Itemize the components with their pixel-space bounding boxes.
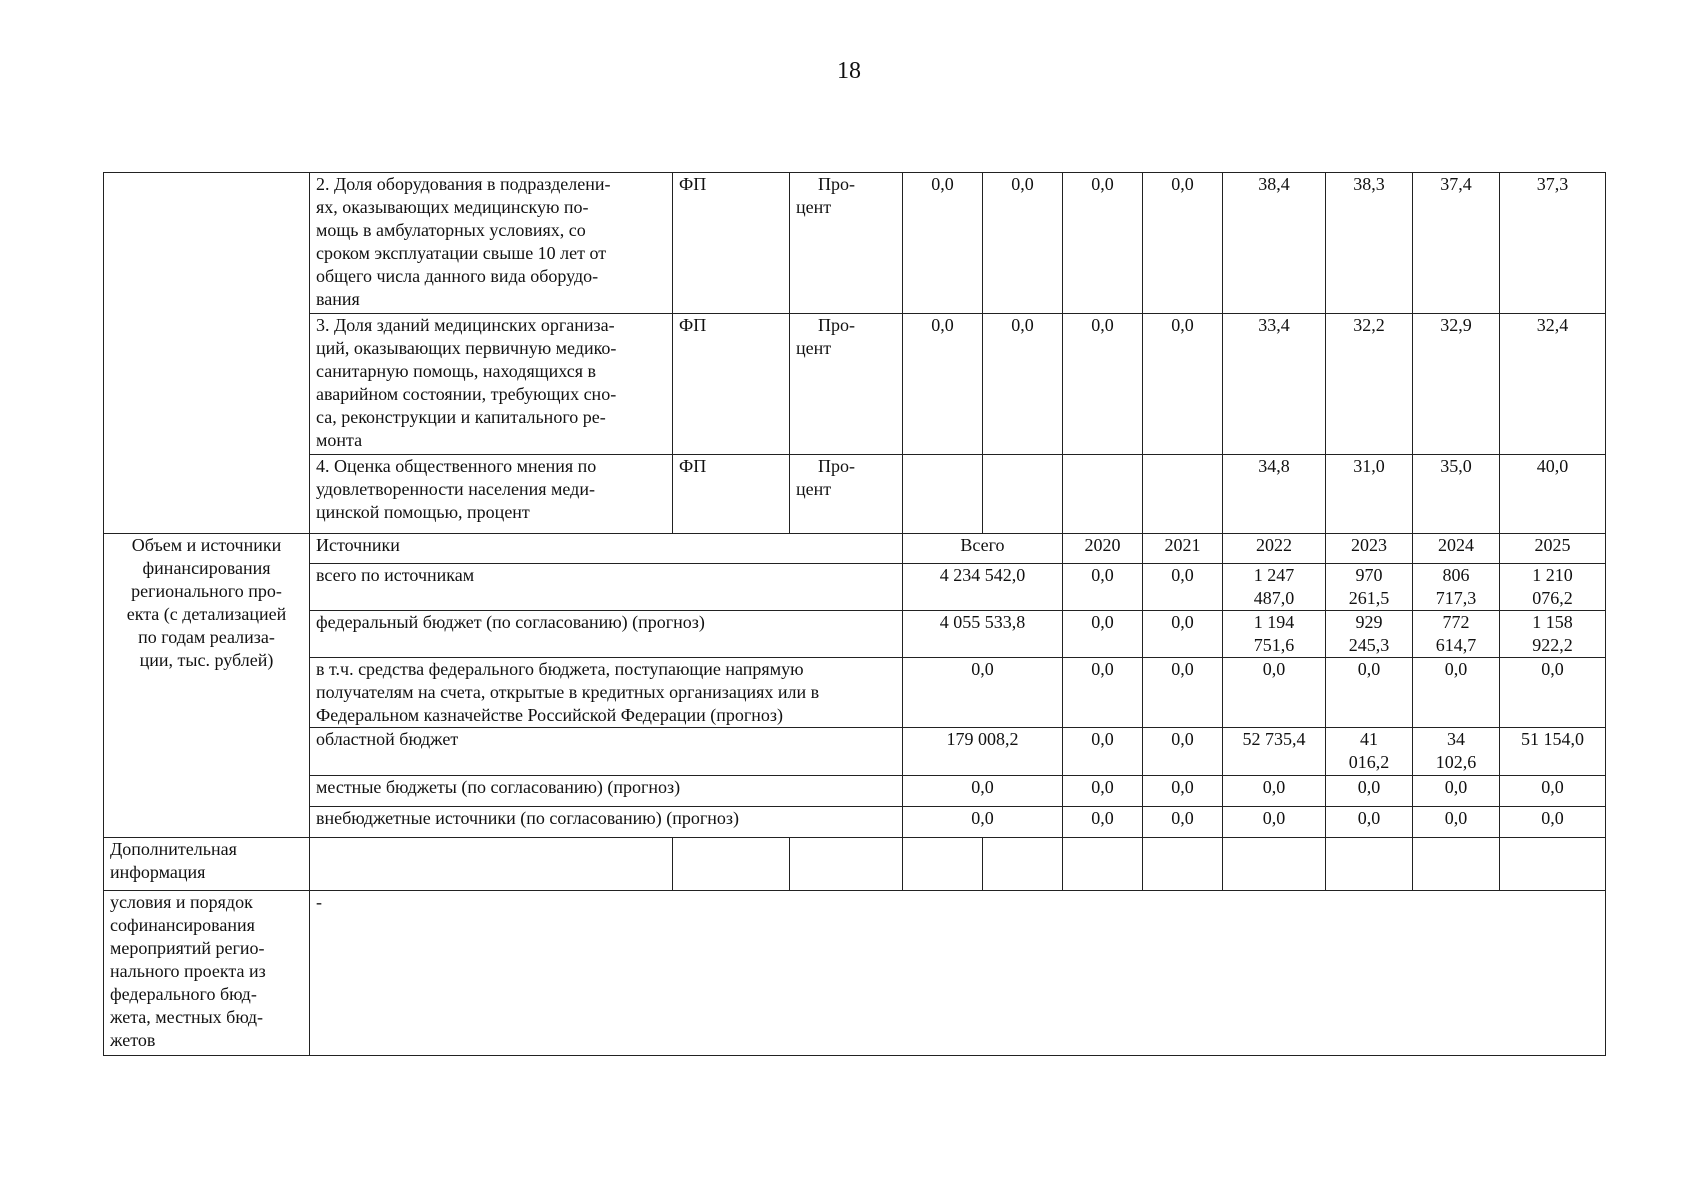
financing-value-line: 41: [1360, 729, 1378, 749]
unit-line: Про-: [818, 456, 855, 476]
additional-info-empty-cell: [983, 838, 1063, 891]
financing-source: [310, 776, 903, 807]
indicator-row: [104, 455, 1606, 534]
financing-value-line: 717,3: [1435, 588, 1477, 608]
indicator-value: [903, 455, 983, 534]
financing-year-value: [1143, 728, 1223, 776]
financing-header-row: [104, 534, 1606, 564]
financing-label-line: финансирования: [142, 558, 271, 578]
indicator-value: 32,9: [1413, 314, 1500, 455]
additional-info-empty-cell: [903, 838, 983, 891]
indicator-type: ФП: [673, 455, 790, 534]
financing-source: [310, 611, 903, 658]
financing-year-value: [1413, 807, 1500, 838]
financing-value-line: 0,0: [1091, 659, 1114, 679]
financing-value-line: 487,0: [1253, 588, 1295, 608]
financing-year-value: [1063, 776, 1143, 807]
indicator-name-line: удовлетворенности населения меди-: [316, 479, 595, 499]
cofinancing-label-line: софинансирования: [110, 915, 255, 935]
financing-label-line: екта (с детализацией: [126, 604, 287, 624]
financing-year-value: [1326, 776, 1413, 807]
cofinancing-label-line: условия и порядок: [110, 892, 253, 912]
additional-info-empty-cell: [310, 838, 673, 891]
financing-value-line: 1 194: [1253, 612, 1295, 632]
financing-value-line: 0,0: [1171, 777, 1194, 797]
financing-year-value: [1143, 564, 1223, 611]
indicators-empty-label-cell: [104, 173, 310, 534]
year-header: 2021: [1143, 534, 1223, 564]
unit-line: цент: [796, 479, 832, 499]
financing-year-value: [1223, 564, 1326, 611]
additional-info-empty-cell: [1413, 838, 1500, 891]
cofinancing-label-line: жета, местных бюд-: [110, 1007, 264, 1027]
additional-info-empty-cell: [1326, 838, 1413, 891]
financing-year-value: [1223, 776, 1326, 807]
financing-year-value: [1063, 728, 1143, 776]
indicator-name-line: цинской помощью, процент: [316, 502, 530, 522]
indicator-unit: [790, 173, 903, 314]
financing-year-value: [1500, 776, 1606, 807]
cofinancing-label-line: федерального бюд-: [110, 984, 257, 1004]
financing-row: [104, 776, 1606, 807]
financing-value-line: 0,0: [1357, 808, 1381, 828]
financing-value-line: 0,0: [1091, 777, 1114, 797]
financing-year-value: [1500, 564, 1606, 611]
additional-info-empty-cell: [1063, 838, 1143, 891]
financing-year-value: [1143, 611, 1223, 658]
indicator-value: 0,0: [1063, 314, 1143, 455]
financing-value-line: 0,0: [1444, 777, 1468, 797]
unit-line: цент: [796, 197, 832, 217]
financing-value-line: 51 154,0: [1521, 729, 1584, 749]
indicator-type: ФП: [673, 314, 790, 455]
financing-value-line: 0,0: [1262, 659, 1286, 679]
financing-total: 0,0: [903, 658, 1063, 728]
financing-value-line: 0,0: [1091, 808, 1114, 828]
indicator-value: 33,4: [1223, 314, 1326, 455]
indicator-value: 32,4: [1500, 314, 1606, 455]
financing-value-line: 0,0: [1171, 565, 1194, 585]
additional-info-empty-cell: [1143, 838, 1223, 891]
indicator-name: [310, 173, 673, 314]
financing-source-line: федеральный бюджет (по согласованию) (прогноз): [316, 612, 705, 632]
financing-year-value: [1326, 658, 1413, 728]
indicator-name-line: ций, оказывающих первичную медико-: [316, 338, 617, 358]
indicator-unit: [790, 455, 903, 534]
financing-source-line: Федеральном казначействе Российской Федерации (прогноз): [316, 705, 783, 725]
financing-value-line: 751,6: [1253, 635, 1295, 655]
financing-year-value: [1413, 658, 1500, 728]
financing-value-line: 245,3: [1348, 635, 1390, 655]
financing-year-value: [1413, 728, 1500, 776]
financing-label-line: регионального про-: [131, 581, 282, 601]
financing-year-value: [1063, 658, 1143, 728]
indicator-value: 35,0: [1413, 455, 1500, 534]
financing-value-line: 0,0: [1357, 659, 1381, 679]
indicator-name-line: 4. Оценка общественного мнения по: [316, 456, 597, 476]
indicator-name-line: 2. Доля оборудования в подразделени-: [316, 174, 611, 194]
additional-info-label: [104, 838, 310, 891]
year-header: 2022: [1223, 534, 1326, 564]
financing-year-value: [1326, 564, 1413, 611]
cofinancing-row: [104, 891, 1606, 1056]
financing-row: [104, 728, 1606, 776]
indicator-name-line: общего числа данного вида оборудо-: [316, 266, 599, 286]
cofinancing-text: -: [310, 891, 1606, 1056]
financing-value-line: 0,0: [1091, 612, 1114, 632]
financing-source-line: местные бюджеты (по согласованию) (прогноз): [316, 777, 681, 797]
indicator-value: 31,0: [1326, 455, 1413, 534]
financing-value-line: 970: [1355, 565, 1383, 585]
financing-value-line: 929: [1355, 612, 1383, 632]
indicator-value: 0,0: [903, 314, 983, 455]
cofinancing-label: [104, 891, 310, 1056]
financing-value-line: 0,0: [1171, 729, 1194, 749]
financing-value-line: 34: [1447, 729, 1465, 749]
indicator-name-line: аварийном состоянии, требующих сно-: [316, 384, 617, 404]
year-header: 2024: [1413, 534, 1500, 564]
financing-year-value: [1143, 776, 1223, 807]
financing-source: [310, 564, 903, 611]
financing-year-value: [1223, 807, 1326, 838]
financing-year-value: [1500, 728, 1606, 776]
financing-year-value: [1500, 807, 1606, 838]
financing-value-line: 772: [1442, 612, 1470, 632]
indicator-value: [1143, 455, 1223, 534]
indicator-name-line: ях, оказывающих медицинскую по-: [316, 197, 589, 217]
financing-year-value: [1063, 611, 1143, 658]
indicator-value: 0,0: [983, 314, 1063, 455]
indicator-value: 0,0: [983, 173, 1063, 314]
financing-year-value: [1500, 658, 1606, 728]
financing-label-line: по годам реализа-: [138, 627, 275, 647]
cofinancing-label-line: мероприятий регио-: [110, 938, 265, 958]
financing-source: [310, 728, 903, 776]
financing-year-value: [1063, 807, 1143, 838]
financing-value-line: 52 735,4: [1242, 729, 1306, 749]
financing-value-line: 016,2: [1348, 752, 1390, 772]
financing-value-line: 261,5: [1348, 588, 1390, 608]
financing-source-line: областной бюджет: [316, 729, 459, 749]
year-header: 2025: [1500, 534, 1606, 564]
indicator-name-line: мощь в амбулаторных условиях, со: [316, 220, 586, 240]
financing-total: 0,0: [903, 776, 1063, 807]
financing-total: 0,0: [903, 807, 1063, 838]
indicator-value: 32,2: [1326, 314, 1413, 455]
indicator-value: 37,3: [1500, 173, 1606, 314]
indicator-name-line: 3. Доля зданий медицинских организа-: [316, 315, 615, 335]
financing-row: [104, 564, 1606, 611]
financing-value-line: 102,6: [1435, 752, 1477, 772]
financing-year-value: [1143, 658, 1223, 728]
indicator-value: [983, 455, 1063, 534]
financing-year-value: [1223, 658, 1326, 728]
unit-line: Про-: [818, 174, 855, 194]
financing-row: [104, 611, 1606, 658]
indicator-unit: [790, 314, 903, 455]
financing-label-line: ции, тыс. рублей): [139, 650, 274, 670]
year-header: 2020: [1063, 534, 1143, 564]
financing-source-line: внебюджетные источники (по согласованию) (прогноз): [316, 808, 739, 828]
additional-info-label-line: информация: [110, 862, 206, 882]
financing-label: [104, 534, 310, 838]
additional-info-row: [104, 838, 1606, 891]
financing-year-value: [1413, 564, 1500, 611]
financing-year-value: [1326, 728, 1413, 776]
financing-value-line: 0,0: [1091, 729, 1114, 749]
indicator-value: 38,4: [1223, 173, 1326, 314]
indicator-type: ФП: [673, 173, 790, 314]
financing-value-line: 1 210: [1532, 565, 1573, 585]
cofinancing-label-line: жетов: [110, 1030, 156, 1050]
financing-year-value: [1413, 611, 1500, 658]
financing-value-line: 614,7: [1435, 635, 1477, 655]
financing-total: 4 055 533,8: [903, 611, 1063, 658]
passport-table: [103, 172, 1606, 1056]
year-header: 2023: [1326, 534, 1413, 564]
financing-value-line: 0,0: [1262, 777, 1286, 797]
cofinancing-label-line: нального проекта из: [110, 961, 266, 981]
indicator-name-line: вания: [316, 289, 360, 309]
financing-total: 179 008,2: [903, 728, 1063, 776]
financing-source-line: в т.ч. средства федерального бюджета, поступающие напрямую: [316, 659, 804, 679]
financing-year-value: [1063, 564, 1143, 611]
indicator-value: 38,3: [1326, 173, 1413, 314]
indicator-name-line: монта: [316, 430, 363, 450]
sources-header: Источники: [310, 534, 903, 564]
financing-year-value: [1143, 807, 1223, 838]
financing-value-line: 0,0: [1171, 659, 1194, 679]
financing-value-line: 076,2: [1532, 588, 1573, 608]
unit-line: цент: [796, 338, 832, 358]
additional-info-empty-cell: [1500, 838, 1606, 891]
total-header: Всего: [903, 534, 1063, 564]
financing-source-line: получателям на счета, открытые в кредитных организациях или в: [316, 682, 820, 702]
indicator-name-line: санитарную помощь, находящихся в: [316, 361, 596, 381]
indicator-name: [310, 455, 673, 534]
indicator-value: 0,0: [1143, 314, 1223, 455]
financing-year-value: [1326, 611, 1413, 658]
indicator-name-line: сроком эксплуатации свыше 10 лет от: [316, 243, 607, 263]
indicator-value: 34,8: [1223, 455, 1326, 534]
financing-value-line: 0,0: [1541, 808, 1564, 828]
indicator-value: 0,0: [1063, 173, 1143, 314]
financing-value-line: 0,0: [1171, 612, 1194, 632]
indicator-row: [104, 314, 1606, 455]
financing-year-value: [1223, 728, 1326, 776]
indicator-value: 40,0: [1500, 455, 1606, 534]
financing-year-value: [1500, 611, 1606, 658]
financing-value-line: 1 247: [1253, 565, 1295, 585]
financing-value-line: 0,0: [1091, 565, 1114, 585]
indicator-value: 0,0: [1143, 173, 1223, 314]
indicator-value: 0,0: [903, 173, 983, 314]
unit-line: Про-: [818, 315, 855, 335]
financing-value-line: 0,0: [1541, 777, 1564, 797]
financing-year-value: [1326, 807, 1413, 838]
indicator-value: [1063, 455, 1143, 534]
indicator-name-line: са, реконструкции и капитального ре-: [316, 407, 606, 427]
financing-year-value: [1223, 611, 1326, 658]
financing-value-line: 806: [1442, 565, 1470, 585]
financing-value-line: 0,0: [1262, 808, 1286, 828]
financing-value-line: 922,2: [1532, 635, 1573, 655]
additional-info-label-line: Дополнительная: [110, 839, 237, 859]
financing-value-line: 0,0: [1541, 659, 1564, 679]
additional-info-empty-cell: [790, 838, 903, 891]
indicator-value: 37,4: [1413, 173, 1500, 314]
financing-year-value: [1413, 776, 1500, 807]
financing-value-line: 1 158: [1532, 612, 1573, 632]
financing-row: [104, 807, 1606, 838]
financing-row: [104, 658, 1606, 728]
financing-source: [310, 807, 903, 838]
financing-value-line: 0,0: [1444, 659, 1468, 679]
financing-label-line: Объем и источники: [131, 535, 282, 555]
financing-source-line: всего по источникам: [316, 565, 475, 585]
additional-info-empty-cell: [1223, 838, 1326, 891]
additional-info-empty-cell: [673, 838, 790, 891]
financing-source: [310, 658, 903, 728]
indicator-name: [310, 314, 673, 455]
financing-value-line: 0,0: [1357, 777, 1381, 797]
financing-value-line: 0,0: [1444, 808, 1468, 828]
indicator-row: [104, 173, 1606, 314]
page-number: 18: [837, 58, 861, 84]
financing-value-line: 0,0: [1171, 808, 1194, 828]
financing-total: 4 234 542,0: [903, 564, 1063, 611]
